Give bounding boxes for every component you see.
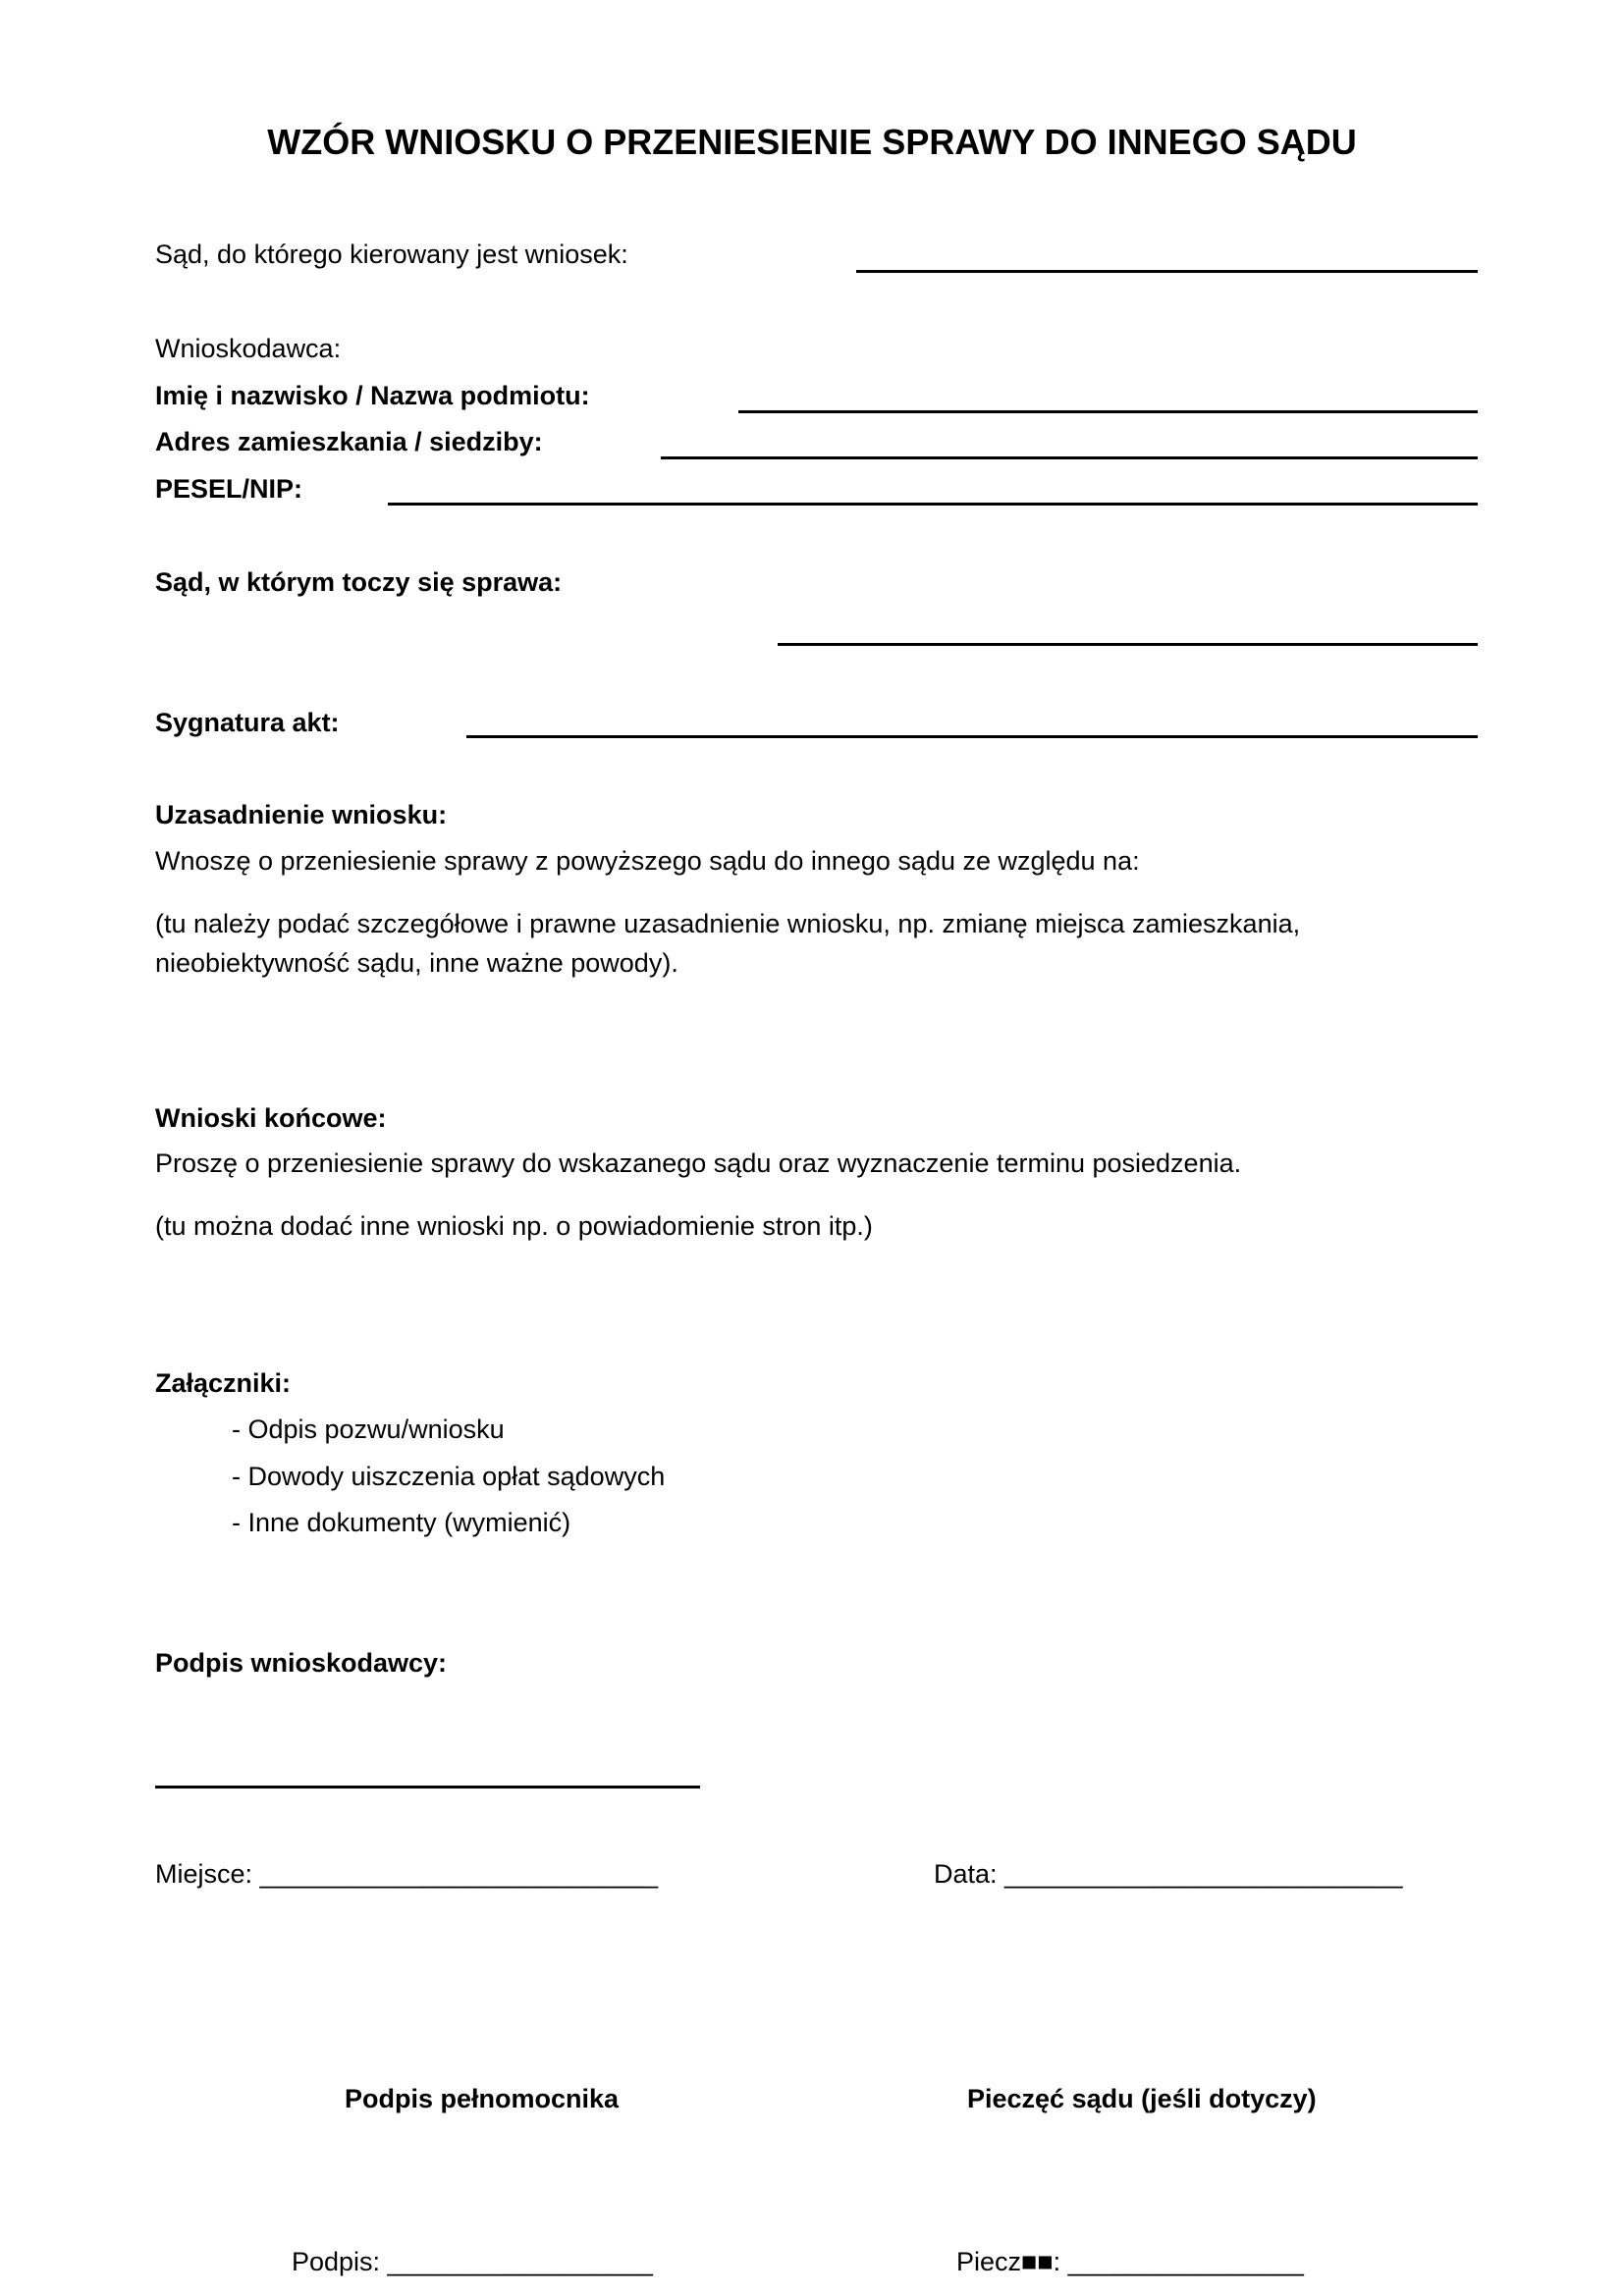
- justification-text: Wnoszę o przeniesienie sprawy z powyższego sądu do innego sądu ze względu na:: [155, 846, 1140, 876]
- applicant-name-field[interactable]: [738, 410, 1478, 413]
- date-field[interactable]: Data: ___________________________: [934, 1859, 1403, 1889]
- signature-field[interactable]: [155, 1786, 700, 1789]
- attorney-signature-heading: Podpis pełnomocnika: [345, 2084, 620, 2113]
- case-number-label: Sygnatura akt:: [155, 708, 340, 737]
- final-requests-heading: Wnioski końcowe:: [155, 1103, 387, 1133]
- applicant-address-field[interactable]: [661, 456, 1478, 459]
- justification-hint-line1: (tu należy podać szczegółowe i prawne uzasadnienie wniosku, np. zmianę miejsca zamieszkania,: [155, 909, 1301, 938]
- document-title: WZÓR WNIOSKU O PRZENIESIENIE SPRAWY DO INNEGO SĄDU: [267, 122, 1357, 162]
- court-current-field[interactable]: [778, 643, 1478, 646]
- court-current-label: Sąd, w którym toczy się sprawa:: [155, 567, 563, 597]
- applicant-heading: Wnioskodawca:: [155, 334, 342, 363]
- attachment-item: - Odpis pozwu/wniosku: [232, 1415, 505, 1444]
- justification-hint-line2: nieobiektywność sądu, inne ważne powody).: [155, 948, 678, 978]
- attachment-item: - Inne dokumenty (wymienić): [232, 1508, 571, 1537]
- final-requests-text: Proszę o przeniesienie sprawy do wskazanego sądu oraz wyznaczenie terminu posiedzenia.: [155, 1148, 1242, 1178]
- case-number-field[interactable]: [466, 735, 1478, 738]
- applicant-name-label: Imię i nazwisko / Nazwa podmiotu:: [155, 381, 590, 410]
- court-target-field[interactable]: [856, 270, 1478, 273]
- court-seal-heading: Pieczęć sądu (jeśli dotyczy): [967, 2084, 1317, 2113]
- court-seal-field[interactable]: Piecz■■: ________________: [956, 2247, 1304, 2276]
- attachments-heading: Załączniki:: [155, 1368, 292, 1398]
- court-target-label: Sąd, do którego kierowany jest wniosek:: [155, 240, 628, 269]
- final-requests-hint: (tu można dodać inne wnioski np. o powiadomienie stron itp.): [155, 1211, 873, 1241]
- applicant-pesel-label: PESEL/NIP:: [155, 474, 303, 504]
- justification-heading: Uzasadnienie wniosku:: [155, 800, 448, 829]
- attorney-signature-field[interactable]: Podpis: __________________: [292, 2247, 653, 2276]
- place-field[interactable]: Miejsce: ___________________________: [155, 1859, 658, 1889]
- attachment-item: - Dowody uiszczenia opłat sądowych: [232, 1462, 666, 1491]
- applicant-pesel-field[interactable]: [388, 503, 1478, 506]
- signature-heading: Podpis wnioskodawcy:: [155, 1648, 448, 1678]
- applicant-address-label: Adres zamieszkania / siedziby:: [155, 427, 543, 456]
